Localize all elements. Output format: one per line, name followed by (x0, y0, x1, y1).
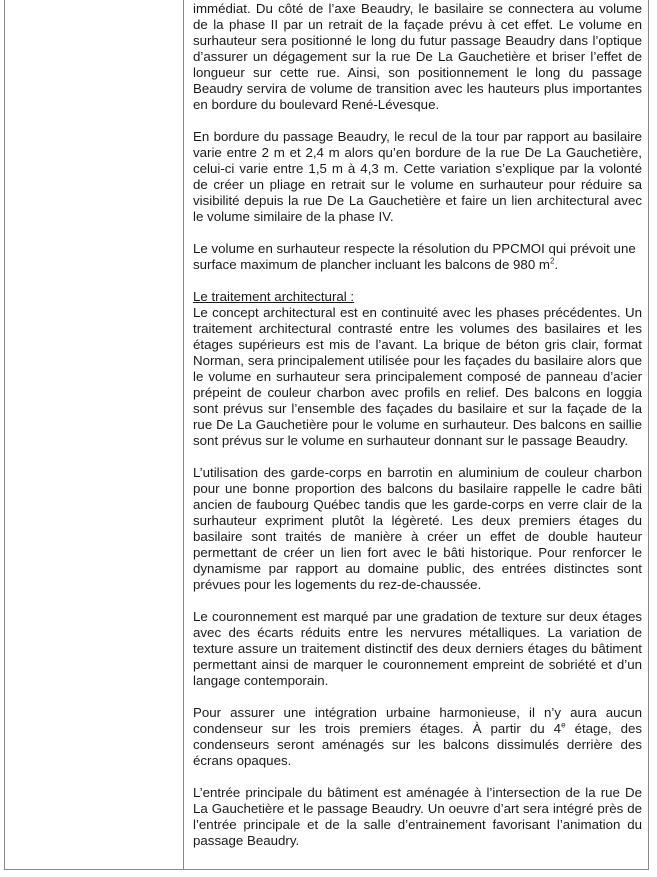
paragraph-8-text: L’entrée principale du bâtiment est aménagée à l’intersection de la rue De La Gauchetière et le passage Beaudry. Un oeuvre d’art sera intégré près de l’entrée principale et de la salle d’entrainement favorisant l’animation du passage Beaudry. (193, 785, 642, 848)
paragraph-3 (193, 241, 642, 273)
paragraph-2-text: En bordure du passage Beaudry, le recul de la tour par rapport au basilaire varie entre 2 m et 2,4 m alors qu’en bordure de la rue De La Gauchetière, celui-ci varie entre 1,5 m à 4,3 m. Cette variation s’explique par la volonté de créer un pliage en retrait sur le volume en surhauteur pour réduire sa visibilité depuis la rue De La Gauchetière et faire un lien architectural avec le volume similaire de la phase IV. (193, 129, 642, 224)
paragraph-5-text: L’utilisation des garde-corps en barrotin en aluminium de couleur charbon pour une bonne proportion des balcons du basilaire rappelle le cadre bâti ancien de faubourg Québec tandis que les garde-corps en verre clair de la surhauteur expriment plutôt la légèreté. Les deux premiers étages du basilaire sont traités de manière à créer un effet de double hauteur permettant de créer un lien fort avec le bâti historique. Pour renforcer le dynamisme par rapport au domaine public, des entrées distinctes sont prévues pour les logements du rez-de-chaussée. (193, 465, 642, 592)
right-column-cell (193, 1, 642, 865)
paragraph-7 (193, 705, 642, 769)
paragraph-8 (193, 785, 642, 849)
paragraph-4-text: Le concept architectural est en continuité avec les phases précédentes. Un traitement architectural contrasté entre les volumes des basilaires et les étages supérieurs est mis de l’avant. La brique de béton gris clair, format Norman, sera principalement utilisée pour les façades du basilaire alors que le volume en surhauteur sera principalement composé de panneau d’acier prépeint de couleur charbon avec profils en relief. Des balcons en loggia sont prévus sur l’ensemble des façades du basilaire et sur la façade de la rue De La Gauchetière pour le volume en surhauteur. Des balcons en saillie sont prévus sur le volume en surhauteur donnant sur le passage Beaudry. (193, 305, 642, 448)
left-column-cell (5, 0, 184, 869)
paragraph-7-end: étage, des condenseurs seront aménagés sur les balcons dissimulés derrière des écrans opaques. (193, 721, 643, 768)
paragraph-4 (193, 289, 642, 449)
superscript-e: e (561, 720, 566, 730)
paragraph-3-text: Le volume en surhauteur respecte la résolution du PPCMOI qui prévoit une surface maximum de plancher incluant les balcons de 980 m (193, 241, 636, 272)
section-heading: Le traitement architectural : (193, 289, 355, 304)
superscript-2: 2 (549, 256, 555, 266)
paragraph-6 (193, 609, 642, 689)
paragraph-1 (193, 1, 642, 113)
paragraph-5 (193, 465, 642, 593)
paragraph-6-text: Le couronnement est marqué par une gradation de texture sur deux étages avec des écarts réduits entre les nervures métalliques. La variation de texture assure un traitement distinctif des deux derniers étages du bâtiment permettant ainsi de marquer le couronnement empreint de sobriété et d’un langage contemporain. (193, 609, 642, 688)
paragraph-1-text: immédiat. Du côté de l’axe Beaudry, le basilaire se connectera au volume de la phase II par un retrait de la façade prévu à cet effet. Le volume en surhauteur sera positionné le long du futur passage Beaudry dans l’optique d’assurer un dégagement sur la rue De La Gauchetière et briser l’effet de longueur sur cette rue. Ainsi, son positionnement le long du passage Beaudry servira de volume de transition avec les hauteurs plus importantes en bordure du boulevard René-Lévesque. (193, 1, 642, 112)
paragraph-7-text: Pour assurer une intégration urbaine harmonieuse, il n’y aura aucun condenseur sur les trois premiers étages. À partir du 4 (193, 705, 642, 736)
paragraph-3-end: . (554, 257, 559, 272)
paragraph-2 (193, 129, 642, 225)
table-frame (4, 0, 649, 870)
